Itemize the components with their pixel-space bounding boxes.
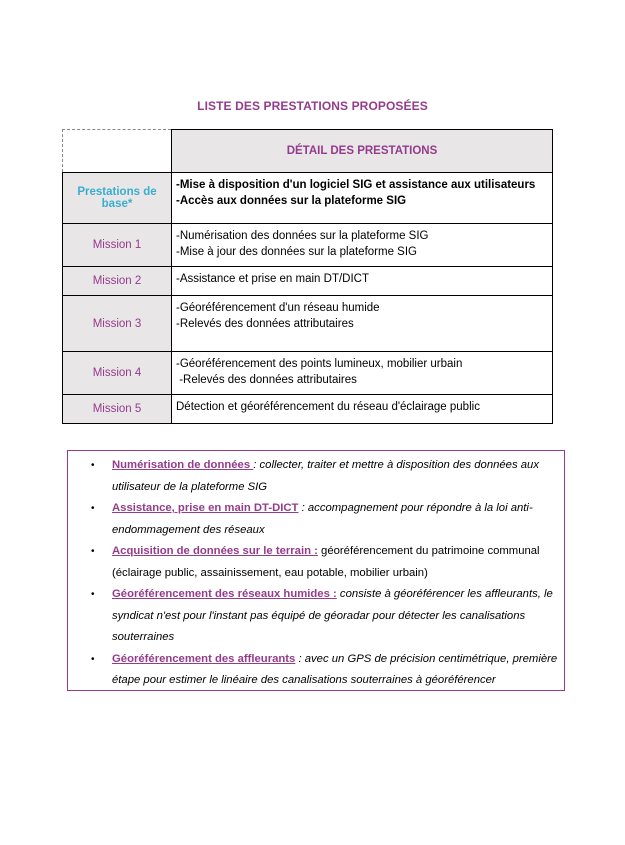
definition-text: avec un GPS de précision centimétrique, première étape pour estimer le linéaire des canalisations souterraines à géoréférencer xyxy=(112,652,558,686)
definition-text: collecter, traiter et mettre à disposition des données aux utilisateur de la plateforme SIG xyxy=(112,459,539,493)
table-row xyxy=(63,267,553,296)
definition-separator: : xyxy=(298,502,308,514)
definition-term: Acquisition de données sur le terrain : xyxy=(112,545,318,557)
detail-line: -Relevés des données attributaires xyxy=(176,318,354,330)
table-header-row xyxy=(63,130,553,173)
row-detail xyxy=(172,352,553,395)
definition-term: Géoréférencement des affleurants xyxy=(112,652,296,665)
definition-text: consiste à géoréférencer les affleurants, le syndicat n'est pour l'instant pas équipé de géoradar pour détecter les canalisations souterraines xyxy=(112,588,553,643)
definition-separator: : xyxy=(253,459,260,471)
bullet-icon: • xyxy=(91,460,95,471)
detail-line: -Numérisation des données sur la plateforme SIG xyxy=(176,230,429,242)
list-item xyxy=(91,498,560,541)
row-detail xyxy=(172,395,553,424)
detail-line: -Relevés des données attributaires xyxy=(176,374,357,386)
definition-term: Assistance, prise en main DT-DICT xyxy=(112,502,299,514)
detail-line: -Mise à jour des données sur la plateforme SIG xyxy=(176,246,417,258)
row-detail xyxy=(172,224,553,267)
definitions-list xyxy=(68,451,564,692)
table-header: DÉTAIL DES PRESTATIONS xyxy=(172,130,553,173)
list-item xyxy=(91,541,560,584)
page-title: LISTE DES PRESTATIONS PROPOSÉES xyxy=(197,99,428,113)
detail-line: -Assistance et prise en main DT/DICT xyxy=(176,273,370,285)
row-detail xyxy=(172,173,553,224)
definition-text: accompagnement pour répondre à la loi anti-endommagement des réseaux xyxy=(112,502,533,536)
definition-term: Géoréférencement des réseaux humides : xyxy=(112,588,337,600)
row-label: Prestations de base* xyxy=(63,173,172,224)
detail-line: -Mise à disposition d'un logiciel SIG et assistance aux utilisateurs xyxy=(176,179,536,191)
detail-line: Détection et géoréférencement du réseau d'éclairage public xyxy=(176,401,480,413)
row-label: Mission 5 xyxy=(63,395,172,424)
bullet-icon: • xyxy=(91,589,95,600)
detail-line: -Géoréférencement des points lumineux, mobilier urbain xyxy=(176,358,463,370)
row-detail xyxy=(172,296,553,352)
bullet-icon: • xyxy=(91,546,95,557)
bullet-icon: • xyxy=(91,503,95,514)
services-table xyxy=(62,129,553,424)
table-row xyxy=(63,352,553,395)
definition-separator: : xyxy=(295,652,305,665)
definition-term: Numérisation de données xyxy=(112,459,254,471)
row-label: Mission 4 xyxy=(63,352,172,395)
table-row xyxy=(63,296,553,352)
table-row xyxy=(63,395,553,424)
definition-text: géoréférencement du patrimoine communal (éclairage public, assainissement, eau potable, mobilier urbain) xyxy=(112,545,540,579)
table-row xyxy=(63,224,553,267)
detail-line: -Accès aux données sur la plateforme SIG xyxy=(176,195,407,207)
list-item xyxy=(91,584,560,649)
detail-line: -Géoréférencement d'un réseau humide xyxy=(176,302,380,314)
bullet-icon: • xyxy=(91,653,95,665)
definitions-box xyxy=(67,450,565,691)
row-label: Mission 2 xyxy=(63,267,172,296)
table-corner-cell xyxy=(63,130,172,173)
row-detail xyxy=(172,267,553,296)
list-item xyxy=(91,455,560,498)
row-label: Mission 3 xyxy=(63,296,172,352)
list-item xyxy=(91,649,560,692)
row-label: Mission 1 xyxy=(63,224,172,267)
table-row xyxy=(63,173,553,224)
